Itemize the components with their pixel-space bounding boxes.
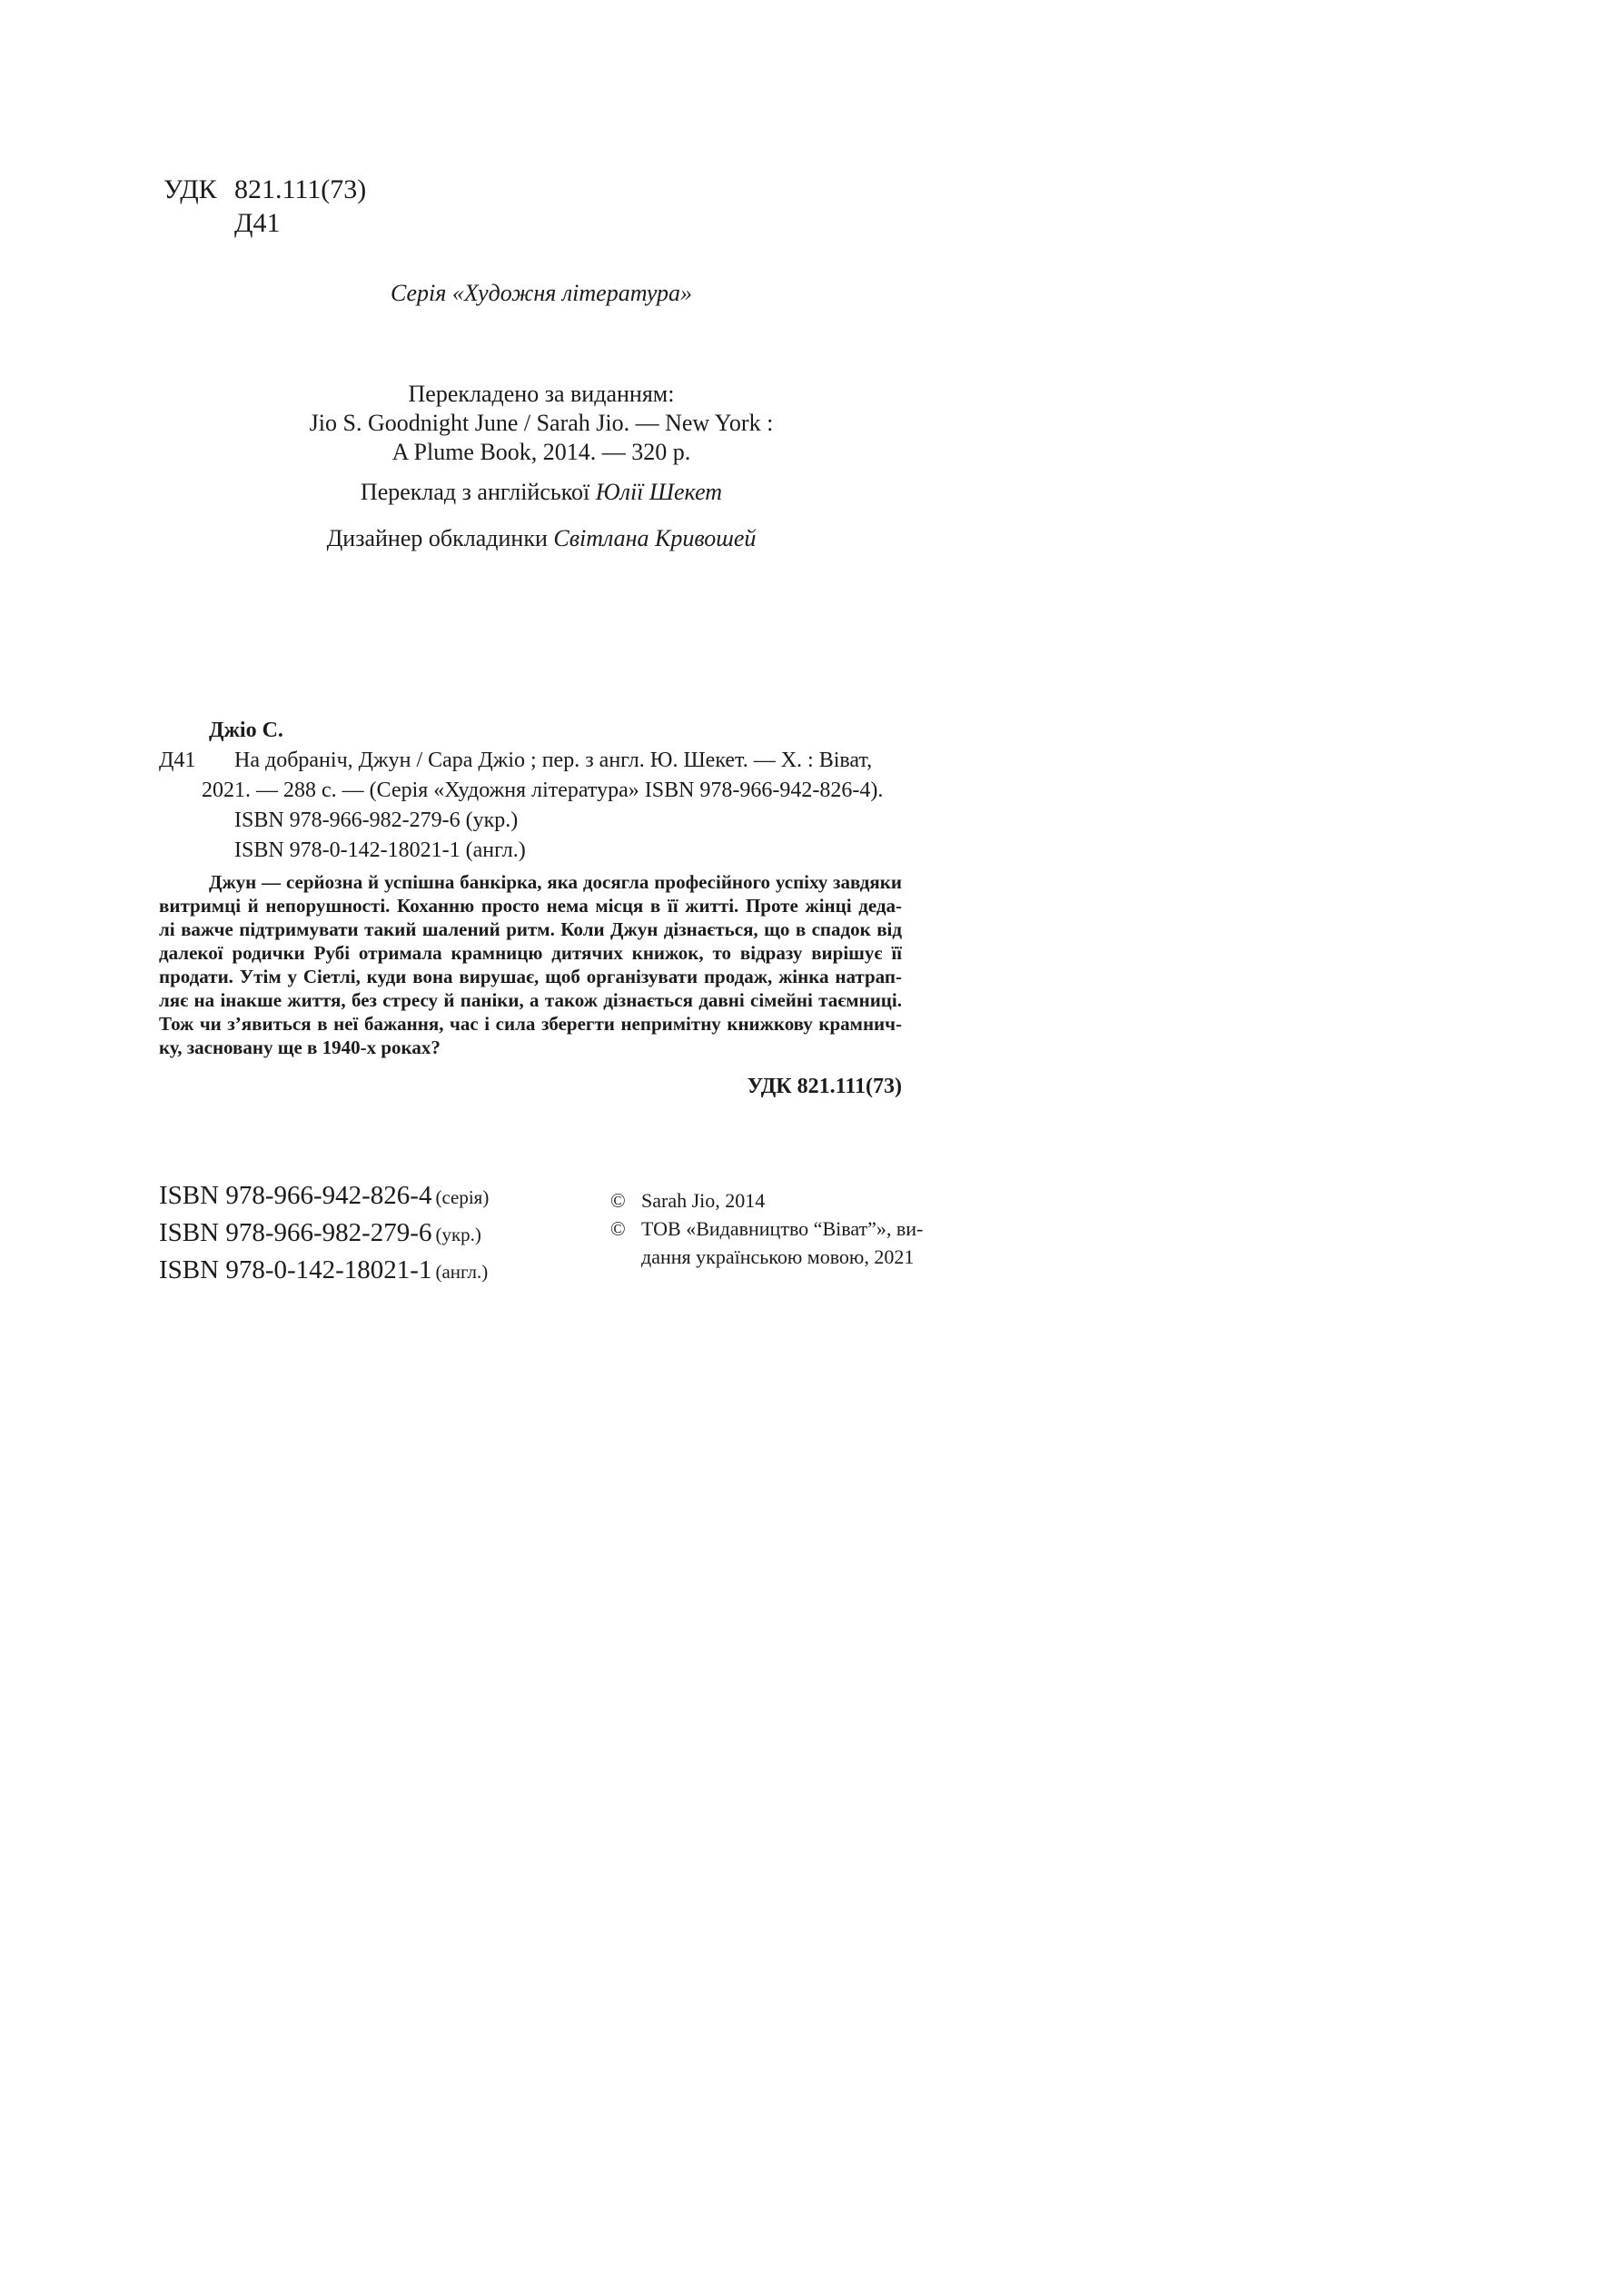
author-code: Д41 — [234, 208, 281, 238]
annotation-line: Тож чи з’явиться в неї бажання, час і сила зберегти непримітну книжкову крамнич- — [159, 1013, 902, 1035]
copyright-text: ТОВ «Видавництво “Віват”», ви- — [641, 1217, 924, 1240]
copyright-publisher — [610, 1215, 924, 1271]
catalog-margin-code: Д41 — [159, 749, 196, 772]
annotation-line: витримці й непорушності. Коханню просто нема місця в її житті. Проте жінці деда- — [159, 895, 902, 917]
copyright-author — [610, 1186, 924, 1215]
translator-credit — [0, 479, 1083, 506]
isbn-note: (укр.) — [435, 1224, 481, 1245]
designer-label: Дизайнер обкладинки — [326, 525, 548, 551]
source-edition-line: A Plume Book, 2014. — 320 р. — [391, 439, 691, 465]
translator-label: Переклад з англійської — [360, 479, 590, 505]
author-code-row — [163, 206, 366, 240]
translator-name: Юлії Шекет — [595, 479, 723, 505]
source-edition-heading: Перекладено за виданням: — [408, 381, 675, 407]
isbn-number: ISBN 978-966-982-279-6 — [159, 1218, 432, 1247]
udk-classification-block — [163, 173, 366, 240]
annotation — [159, 870, 902, 1059]
isbn-english: ISBN 978-0-142-18021-1 (англ.) — [234, 838, 526, 862]
bib-line: 2021. — 288 с. — (Серія «Художня література» ISBN 978-966-942-826-4). — [202, 778, 884, 802]
footer-isbn-series — [159, 1179, 489, 1216]
bibliographic-description — [159, 746, 926, 806]
isbn-note: (англ.) — [435, 1261, 489, 1283]
footer-isbn-english — [159, 1254, 489, 1291]
annotation-line: ляє на інакше життя, без стресу й паніки, а також дізнається давні сімейні таємниці. — [159, 989, 902, 1011]
bib-line: На добраніч, Джун / Сара Джіо ; пер. з англ. Ю. Шекет. — Х. : Віват, — [234, 749, 873, 772]
designer-name: Світлана Кривошей — [553, 525, 757, 551]
isbn-note: (серія) — [435, 1186, 490, 1208]
series-title: Серія «Художня література» — [390, 280, 693, 306]
copyright-sign: © — [610, 1217, 626, 1240]
designer-credit — [0, 525, 1083, 552]
footer-isbn-ukrainian — [159, 1216, 489, 1254]
footer-copyright-block — [610, 1186, 924, 1271]
footer-isbn-block — [159, 1179, 489, 1291]
annotation-line: лі важче підтримувати такий шалений ритм. Коли Джун дізнається, що в спадок від — [159, 918, 902, 940]
catalog-author: Джіо С. — [209, 719, 283, 742]
isbn-number: ISBN 978-0-142-18021-1 — [159, 1255, 432, 1284]
annotation-line: ку, засновану ще в 1940-х роках? — [159, 1036, 441, 1058]
annotation-line: Джун — серйозна й успішна банкірка, яка досягла професійного успіху завдяки — [209, 871, 902, 893]
source-edition-line: Jio S. Goodnight June / Sarah Jio. — New York : — [309, 410, 774, 436]
copyright-sign: © — [610, 1189, 626, 1212]
annotation-line: далекої родички Рубі отримала крамницю дитячих книжок, то відразу вирішує її — [159, 942, 902, 964]
copyright-text: Sarah Jio, 2014 — [641, 1189, 766, 1212]
copyright-text: дання українською мовою, 2021 — [641, 1245, 915, 1268]
catalog-card — [159, 716, 926, 1102]
udk-label: УДК — [163, 174, 217, 204]
udk-row — [163, 173, 366, 206]
source-edition-block — [0, 380, 1083, 467]
isbn-ukrainian: ISBN 978-966-982-279-6 (укр.) — [234, 808, 519, 832]
udk-footer: УДК 821.111(73) — [747, 1075, 902, 1098]
isbn-number: ISBN 978-966-942-826-4 — [159, 1181, 432, 1210]
annotation-line: продати. Утім у Сіетлі, куди вона вирушає, щоб організувати продаж, жінка натрап- — [159, 966, 902, 987]
udk-value: 821.111(73) — [234, 174, 367, 204]
